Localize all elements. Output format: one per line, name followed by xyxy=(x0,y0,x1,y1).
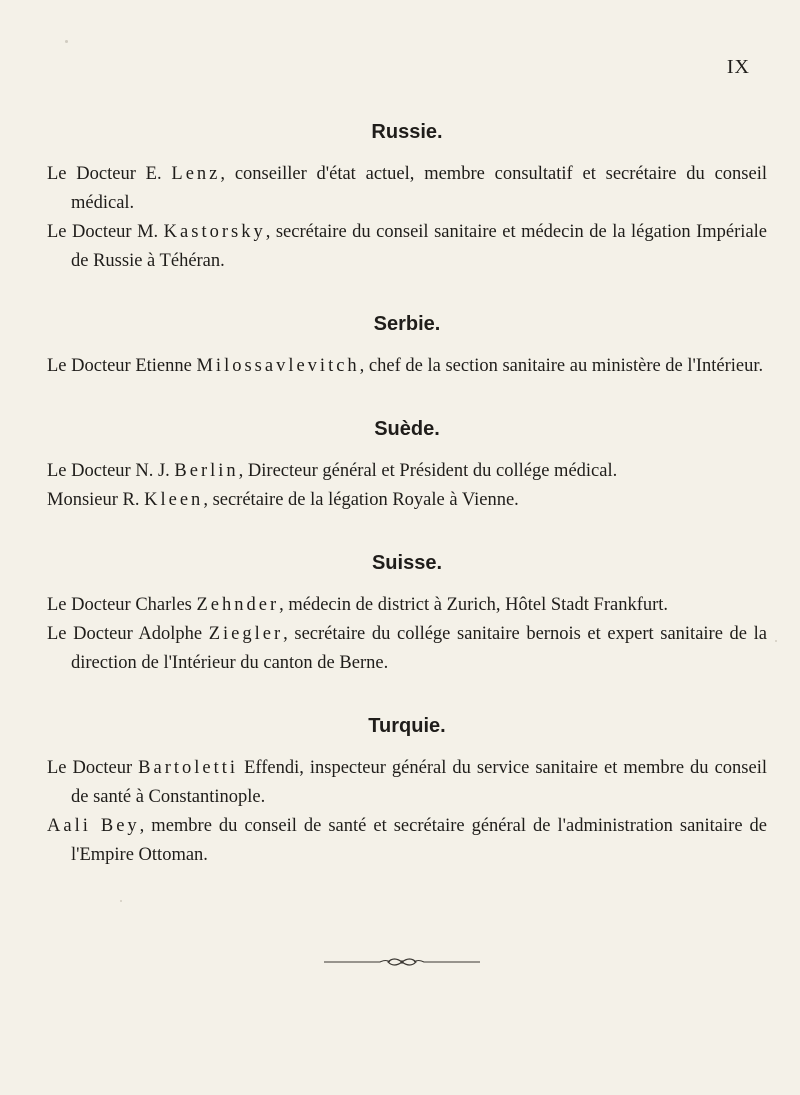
list-item: Le Docteur Charles Zehnder, médecin de district à Zurich, Hôtel Stadt Frankfurt. xyxy=(47,595,669,615)
list-item: Aali Bey, membre du conseil de santé et secrétaire général de l'administration sanitaire de l'Empire Ottoman. xyxy=(47,816,768,865)
section-title: Turquie. xyxy=(368,715,446,737)
person-name: Bartoletti xyxy=(138,758,239,778)
list-item: Le Docteur N. J. Berlin, Directeur général et Président du collége médical. xyxy=(47,461,618,481)
section-turquie xyxy=(47,712,767,870)
list-item: Le Docteur E. Lenz, conseiller d'état actuel, membre consultatif et secrétaire du conseil médical. xyxy=(47,164,767,213)
list-item: Le Docteur M. Kastorsky, secrétaire du conseil sanitaire et médecin de la légation Impériale de Russie à Téhéran. xyxy=(47,222,768,271)
document-body xyxy=(47,118,767,870)
list-item: Le Docteur Bartoletti Effendi, inspecteur général du service sanitaire et membre du conseil de santé à Constantinople. xyxy=(47,758,767,807)
page-number: IX xyxy=(726,56,750,78)
section-title: Russie. xyxy=(371,121,443,143)
person-name: Zehnder xyxy=(196,595,280,615)
section-suede xyxy=(47,415,767,515)
person-name: Lenz xyxy=(171,164,221,184)
section-russie xyxy=(47,118,767,276)
person-name: Aali Bey xyxy=(47,816,140,836)
section-title: Serbie. xyxy=(373,313,441,335)
section-title: Suisse. xyxy=(371,552,443,574)
section-title: Suède. xyxy=(374,418,440,440)
person-name: Berlin xyxy=(174,461,239,481)
section-suisse xyxy=(47,549,767,678)
list-item: Le Docteur Etienne Milossavlevitch, chef de la section sanitaire au ministère de l'Intérieur. xyxy=(47,356,764,376)
ornament-divider xyxy=(322,955,482,969)
list-item: Monsieur R. Kleen, secrétaire de la légation Royale à Vienne. xyxy=(47,490,519,510)
person-name: Milossavlevitch xyxy=(196,356,360,376)
section-serbie xyxy=(47,310,767,381)
person-name: Kleen xyxy=(144,490,204,510)
person-name: Kastorsky xyxy=(163,222,266,242)
list-item: Le Docteur Adolphe Ziegler, secrétaire du collége sanitaire bernois et expert sanitaire de la direction de l'Intérieur du canton de Berne. xyxy=(47,624,767,673)
person-name: Ziegler xyxy=(208,624,284,644)
